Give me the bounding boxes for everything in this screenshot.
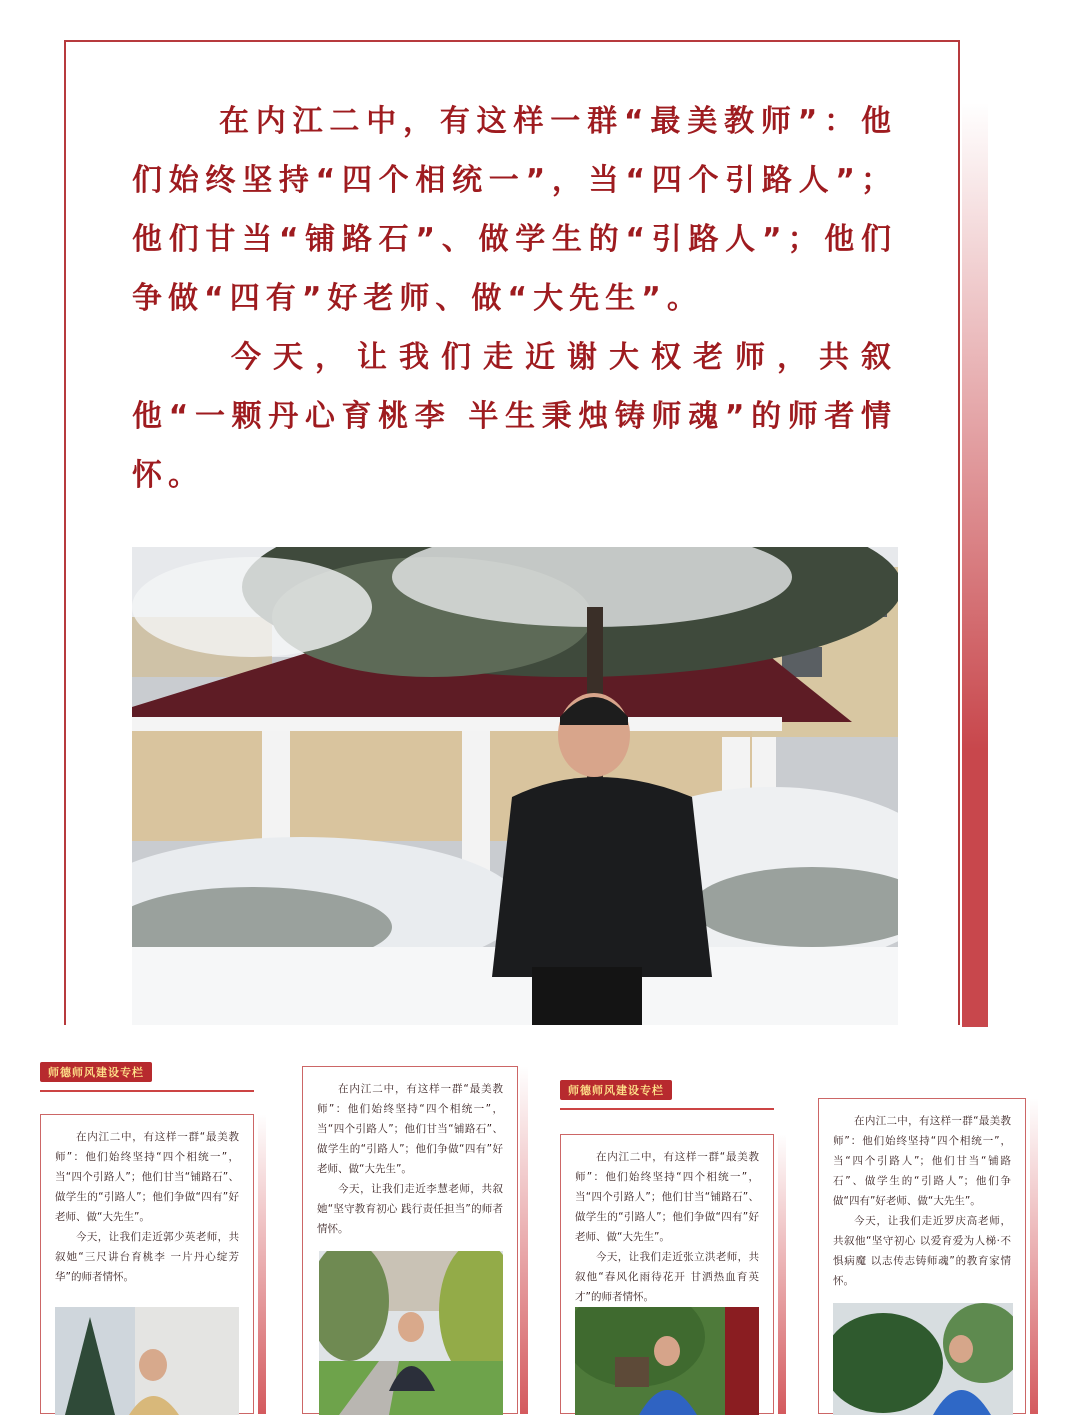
photo-illustration — [319, 1251, 503, 1415]
banner-divider — [40, 1090, 254, 1092]
teacher-photo-snow — [132, 547, 898, 1025]
thumbnail-text — [833, 1111, 1011, 1291]
thumbnail-text — [55, 1127, 239, 1287]
snow-scene-illustration — [132, 547, 898, 1025]
column-banner: 师德师风建设专栏 — [40, 1062, 152, 1082]
thumbnail-paragraph: 在内江二中，有这样一群“最美教师”：他们始终坚持“四个相统一”，当“四个引路人”；他们甘当“铺路石”、做学生的“引路人”；他们争做“四有”好老师、做“大先生”。 — [55, 1131, 239, 1223]
thumbnail-card-4[interactable] — [818, 1098, 1026, 1414]
main-card — [64, 40, 960, 1025]
thumbnail-text — [317, 1079, 503, 1239]
teacher-photo-3 — [575, 1307, 759, 1415]
column-banner: 师德师风建设专栏 — [560, 1080, 672, 1100]
thumbnail-paragraph-teacher: 今天，让我们走近张立洪老师，共叙他“春风化雨待花开 甘洒热血育英才”的师者情怀。 — [575, 1251, 759, 1303]
teacher-photo-4 — [833, 1303, 1013, 1415]
card-edge-shadow — [520, 1066, 528, 1414]
photo-illustration — [55, 1307, 239, 1415]
photo-illustration — [575, 1307, 759, 1415]
thumbnail-paragraph-teacher: 今天，让我们走近郭少英老师，共叙她“三尺讲台育桃李 一片丹心绽芳华”的师者情怀。 — [55, 1231, 239, 1283]
thumbnail-paragraph: 在内江二中，有这样一群“最美教师”：他们始终坚持“四个相统一”，当“四个引路人”；他们甘当“铺路石”、做学生的“引路人”；他们争做“四有”好老师、做“大先生”。 — [575, 1151, 759, 1243]
main-intro-text — [132, 92, 897, 505]
thumbnail-paragraph: 在内江二中，有这样一群“最美教师”：他们始终坚持“四个相统一”，当“四个引路人”；他们甘当“铺路石”、做学生的“引路人”；他们争做“四有”好老师、做“大先生”。 — [833, 1115, 1011, 1207]
card-edge-shadow — [1030, 1098, 1038, 1414]
thumbnail-card-2[interactable] — [302, 1066, 518, 1414]
teacher-photo-1 — [55, 1307, 239, 1415]
teacher-photo-2 — [319, 1251, 503, 1415]
banner-divider — [560, 1108, 774, 1110]
thumbnail-paragraph-teacher: 今天，让我们走近李慧老师，共叙她“坚守教育初心 践行责任担当”的师者情怀。 — [317, 1183, 503, 1235]
intro-paragraph-teacher: 今天，让我们走近谢大权老师，共叙他“一颗丹心育桃李 半生秉烛铸师魂”的师者情怀。 — [132, 340, 897, 493]
card-edge-shadow — [258, 1114, 266, 1414]
card-edge-shadow — [778, 1134, 786, 1414]
photo-illustration — [833, 1303, 1013, 1415]
thumbnail-paragraph-teacher: 今天，让我们走近罗庆高老师，共叙他“坚守初心 以爱育爱为人梯·不惧病魔 以志传志铸师魂”的教育家情怀。 — [833, 1215, 1011, 1287]
thumbnail-card-1[interactable] — [40, 1114, 254, 1414]
thumbnail-text — [575, 1147, 759, 1307]
thumbnail-paragraph: 在内江二中，有这样一群“最美教师”：他们始终坚持“四个相统一”，当“四个引路人”；他们甘当“铺路石”、做学生的“引路人”；他们争做“四有”好老师、做“大先生”。 — [317, 1083, 503, 1175]
thumbnail-card-3[interactable] — [560, 1134, 774, 1414]
intro-paragraph: 在内江二中，有这样一群“最美教师”：他们始终坚持“四个相统一”，当“四个引路人”；他们甘当“铺路石”、做学生的“引路人”；他们争做“四有”好老师、做“大先生”。 — [132, 104, 897, 316]
